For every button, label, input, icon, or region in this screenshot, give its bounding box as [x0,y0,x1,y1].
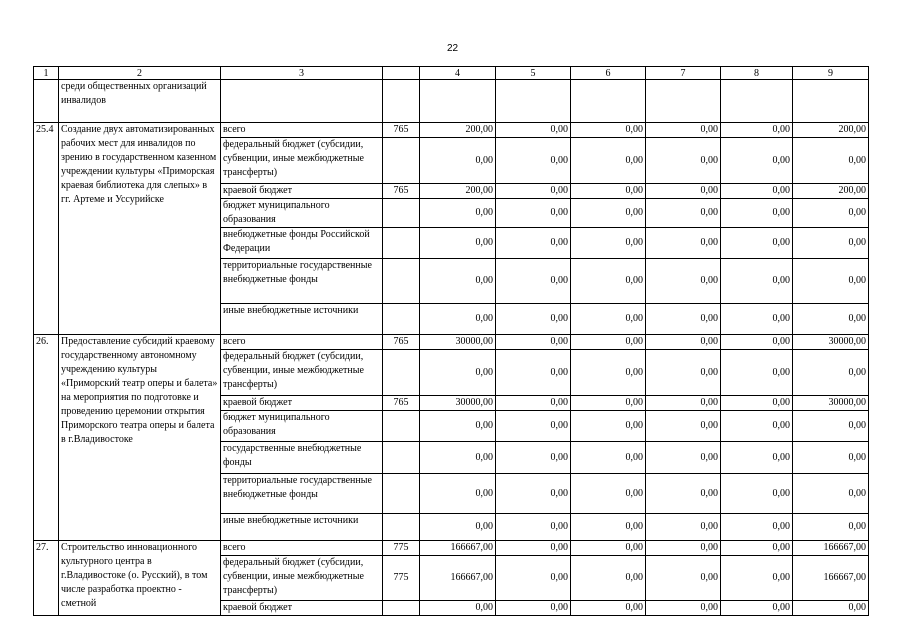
amount-cell: 0,00 [496,335,571,350]
amount-cell: 0,00 [496,350,571,396]
header-row [34,67,869,80]
funding-source: всего [221,541,383,556]
amount-cell: 0,00 [793,514,869,541]
amount-cell: 0,00 [721,556,793,601]
amount-cell: 0,00 [496,259,571,304]
amount-cell: 0,00 [420,442,496,474]
budget-code [383,411,420,442]
amount-cell: 0,00 [721,474,793,514]
amount-cell: 0,00 [721,514,793,541]
table-body [34,67,869,616]
amount-cell: 0,00 [496,601,571,616]
amount-cell: 0,00 [646,411,721,442]
amount-cell: 0,00 [420,411,496,442]
amount-cell: 30000,00 [793,396,869,411]
amount-cell: 200,00 [793,123,869,138]
amount-cell: 0,00 [721,541,793,556]
funding-source: краевой бюджет [221,601,383,616]
funding-source: федеральный бюджет (субсидии, субвенции, иные межбюджетные трансферты) [221,138,383,184]
amount-cell: 166667,00 [420,541,496,556]
amount-cell: 0,00 [420,138,496,184]
budget-code [383,259,420,304]
amount-cell: 0,00 [646,350,721,396]
amount-cell: 0,00 [571,474,646,514]
funding-source: иные внебюджетные источники [221,514,383,541]
amount-cell: 0,00 [420,199,496,228]
amount-cell: 0,00 [571,184,646,199]
amount-cell: 200,00 [420,123,496,138]
column-header [383,67,420,80]
budget-code: 765 [383,396,420,411]
amount-cell: 0,00 [646,138,721,184]
amount-cell: 0,00 [721,411,793,442]
cont-value [646,80,721,123]
amount-cell: 0,00 [496,304,571,335]
budget-code [383,514,420,541]
amount-cell: 0,00 [496,199,571,228]
funding-source: бюджет муниципального образования [221,199,383,228]
amount-cell: 0,00 [420,350,496,396]
amount-cell: 0,00 [496,411,571,442]
amount-cell: 0,00 [793,259,869,304]
amount-cell: 166667,00 [793,541,869,556]
table-row [34,541,869,556]
amount-cell: 0,00 [496,138,571,184]
column-header: 2 [59,67,221,80]
amount-cell: 0,00 [646,541,721,556]
amount-cell: 0,00 [646,474,721,514]
amount-cell: 0,00 [571,442,646,474]
amount-cell: 0,00 [496,228,571,259]
amount-cell: 0,00 [793,601,869,616]
funding-source: краевой бюджет [221,396,383,411]
amount-cell: 0,00 [571,304,646,335]
amount-cell: 0,00 [721,396,793,411]
amount-cell: 0,00 [646,123,721,138]
column-header: 7 [646,67,721,80]
funding-source: краевой бюджет [221,184,383,199]
amount-cell: 0,00 [496,396,571,411]
amount-cell: 0,00 [793,411,869,442]
continuation-row [34,80,869,123]
amount-cell: 0,00 [793,350,869,396]
amount-cell: 0,00 [793,228,869,259]
cont-value [496,80,571,123]
page-number: 22 [446,43,459,54]
amount-cell: 0,00 [571,123,646,138]
amount-cell: 0,00 [721,123,793,138]
column-header: 6 [571,67,646,80]
funding-source: государственные внебюджетные фонды [221,442,383,474]
cont-value [793,80,869,123]
amount-cell: 0,00 [721,335,793,350]
amount-cell: 166667,00 [420,556,496,601]
budget-code [383,228,420,259]
section-index: 25.4 [34,123,59,335]
budget-code [383,350,420,396]
section-index: 26. [34,335,59,541]
amount-cell: 0,00 [721,138,793,184]
table-row [34,123,869,138]
budget-code [383,199,420,228]
budget-code: 775 [383,541,420,556]
funding-source: всего [221,335,383,350]
column-header: 8 [721,67,793,80]
amount-cell: 0,00 [721,304,793,335]
cont-value [721,80,793,123]
amount-cell: 0,00 [793,199,869,228]
amount-cell: 0,00 [646,601,721,616]
column-header: 1 [34,67,59,80]
column-header: 9 [793,67,869,80]
amount-cell: 0,00 [496,474,571,514]
amount-cell: 0,00 [793,304,869,335]
column-header: 3 [221,67,383,80]
section-name: Предоставление субсидий краевому государственному автономному учреждению культуры «Приморский театр оперы и балета» на мероприятия по подготовке и проведению церемонии открытия Приморского театра оперы и балета в г.Владивостоке [59,335,221,541]
budget-table [33,66,869,616]
funding-source: бюджет муниципального образования [221,411,383,442]
amount-cell: 0,00 [721,184,793,199]
amount-cell: 0,00 [646,396,721,411]
amount-cell: 0,00 [571,601,646,616]
cont-index [34,80,59,123]
amount-cell: 0,00 [646,556,721,601]
amount-cell: 200,00 [420,184,496,199]
amount-cell: 0,00 [793,442,869,474]
amount-cell: 200,00 [793,184,869,199]
section-name: Строительство инновационного культурного центра в г.Владивостоке (о. Русский), в том числе разработка проектно - сметной [59,541,221,616]
amount-cell: 0,00 [420,514,496,541]
amount-cell: 166667,00 [793,556,869,601]
cont-name: среди общественных организаций инвалидов [59,80,221,123]
amount-cell: 0,00 [571,335,646,350]
funding-source: внебюджетные фонды Российской Федерации [221,228,383,259]
amount-cell: 0,00 [420,228,496,259]
budget-code: 765 [383,335,420,350]
table-row [34,335,869,350]
amount-cell: 0,00 [571,541,646,556]
section-index: 27. [34,541,59,616]
amount-cell: 0,00 [721,350,793,396]
amount-cell: 0,00 [420,259,496,304]
amount-cell: 0,00 [721,601,793,616]
amount-cell: 0,00 [721,228,793,259]
amount-cell: 0,00 [571,556,646,601]
budget-code: 775 [383,556,420,601]
amount-cell: 0,00 [721,442,793,474]
amount-cell: 0,00 [646,514,721,541]
column-header: 4 [420,67,496,80]
funding-source: всего [221,123,383,138]
amount-cell: 0,00 [571,514,646,541]
amount-cell: 0,00 [646,184,721,199]
amount-cell: 0,00 [420,601,496,616]
amount-cell: 30000,00 [793,335,869,350]
amount-cell: 0,00 [420,474,496,514]
amount-cell: 0,00 [496,556,571,601]
cont-value [420,80,496,123]
funding-source: территориальные государственные внебюджетные фонды [221,259,383,304]
budget-code [383,474,420,514]
amount-cell: 30000,00 [420,335,496,350]
amount-cell: 0,00 [571,138,646,184]
funding-source: федеральный бюджет (субсидии, субвенции, иные межбюджетные трансферты) [221,350,383,396]
amount-cell: 0,00 [571,259,646,304]
amount-cell: 0,00 [646,228,721,259]
amount-cell: 0,00 [721,199,793,228]
amount-cell: 0,00 [420,304,496,335]
budget-code [383,304,420,335]
amount-cell: 0,00 [571,228,646,259]
budget-code: 765 [383,123,420,138]
amount-cell: 0,00 [496,541,571,556]
cont-source [221,80,383,123]
funding-source: территориальные государственные внебюджетные фонды [221,474,383,514]
amount-cell: 0,00 [646,442,721,474]
amount-cell: 0,00 [571,350,646,396]
amount-cell: 0,00 [646,335,721,350]
amount-cell: 0,00 [646,259,721,304]
amount-cell: 0,00 [496,184,571,199]
budget-code [383,138,420,184]
amount-cell: 0,00 [793,474,869,514]
budget-code [383,601,420,616]
amount-cell: 30000,00 [420,396,496,411]
funding-source: иные внебюджетные источники [221,304,383,335]
amount-cell: 0,00 [496,442,571,474]
amount-cell: 0,00 [646,304,721,335]
amount-cell: 0,00 [496,514,571,541]
amount-cell: 0,00 [571,396,646,411]
amount-cell: 0,00 [646,199,721,228]
funding-source: федеральный бюджет (субсидии, субвенции, иные межбюджетные трансферты) [221,556,383,601]
budget-code: 765 [383,184,420,199]
cont-code [383,80,420,123]
budget-code [383,442,420,474]
amount-cell: 0,00 [721,259,793,304]
column-header: 5 [496,67,571,80]
amount-cell: 0,00 [793,138,869,184]
amount-cell: 0,00 [496,123,571,138]
amount-cell: 0,00 [571,411,646,442]
section-name: Создание двух автоматизированных рабочих мест для инвалидов по зрению в государственном казенном учреждении культуры «Приморская краевая библиотека для слепых» в гг. Артеме и Уссурийске [59,123,221,335]
amount-cell: 0,00 [571,199,646,228]
cont-value [571,80,646,123]
